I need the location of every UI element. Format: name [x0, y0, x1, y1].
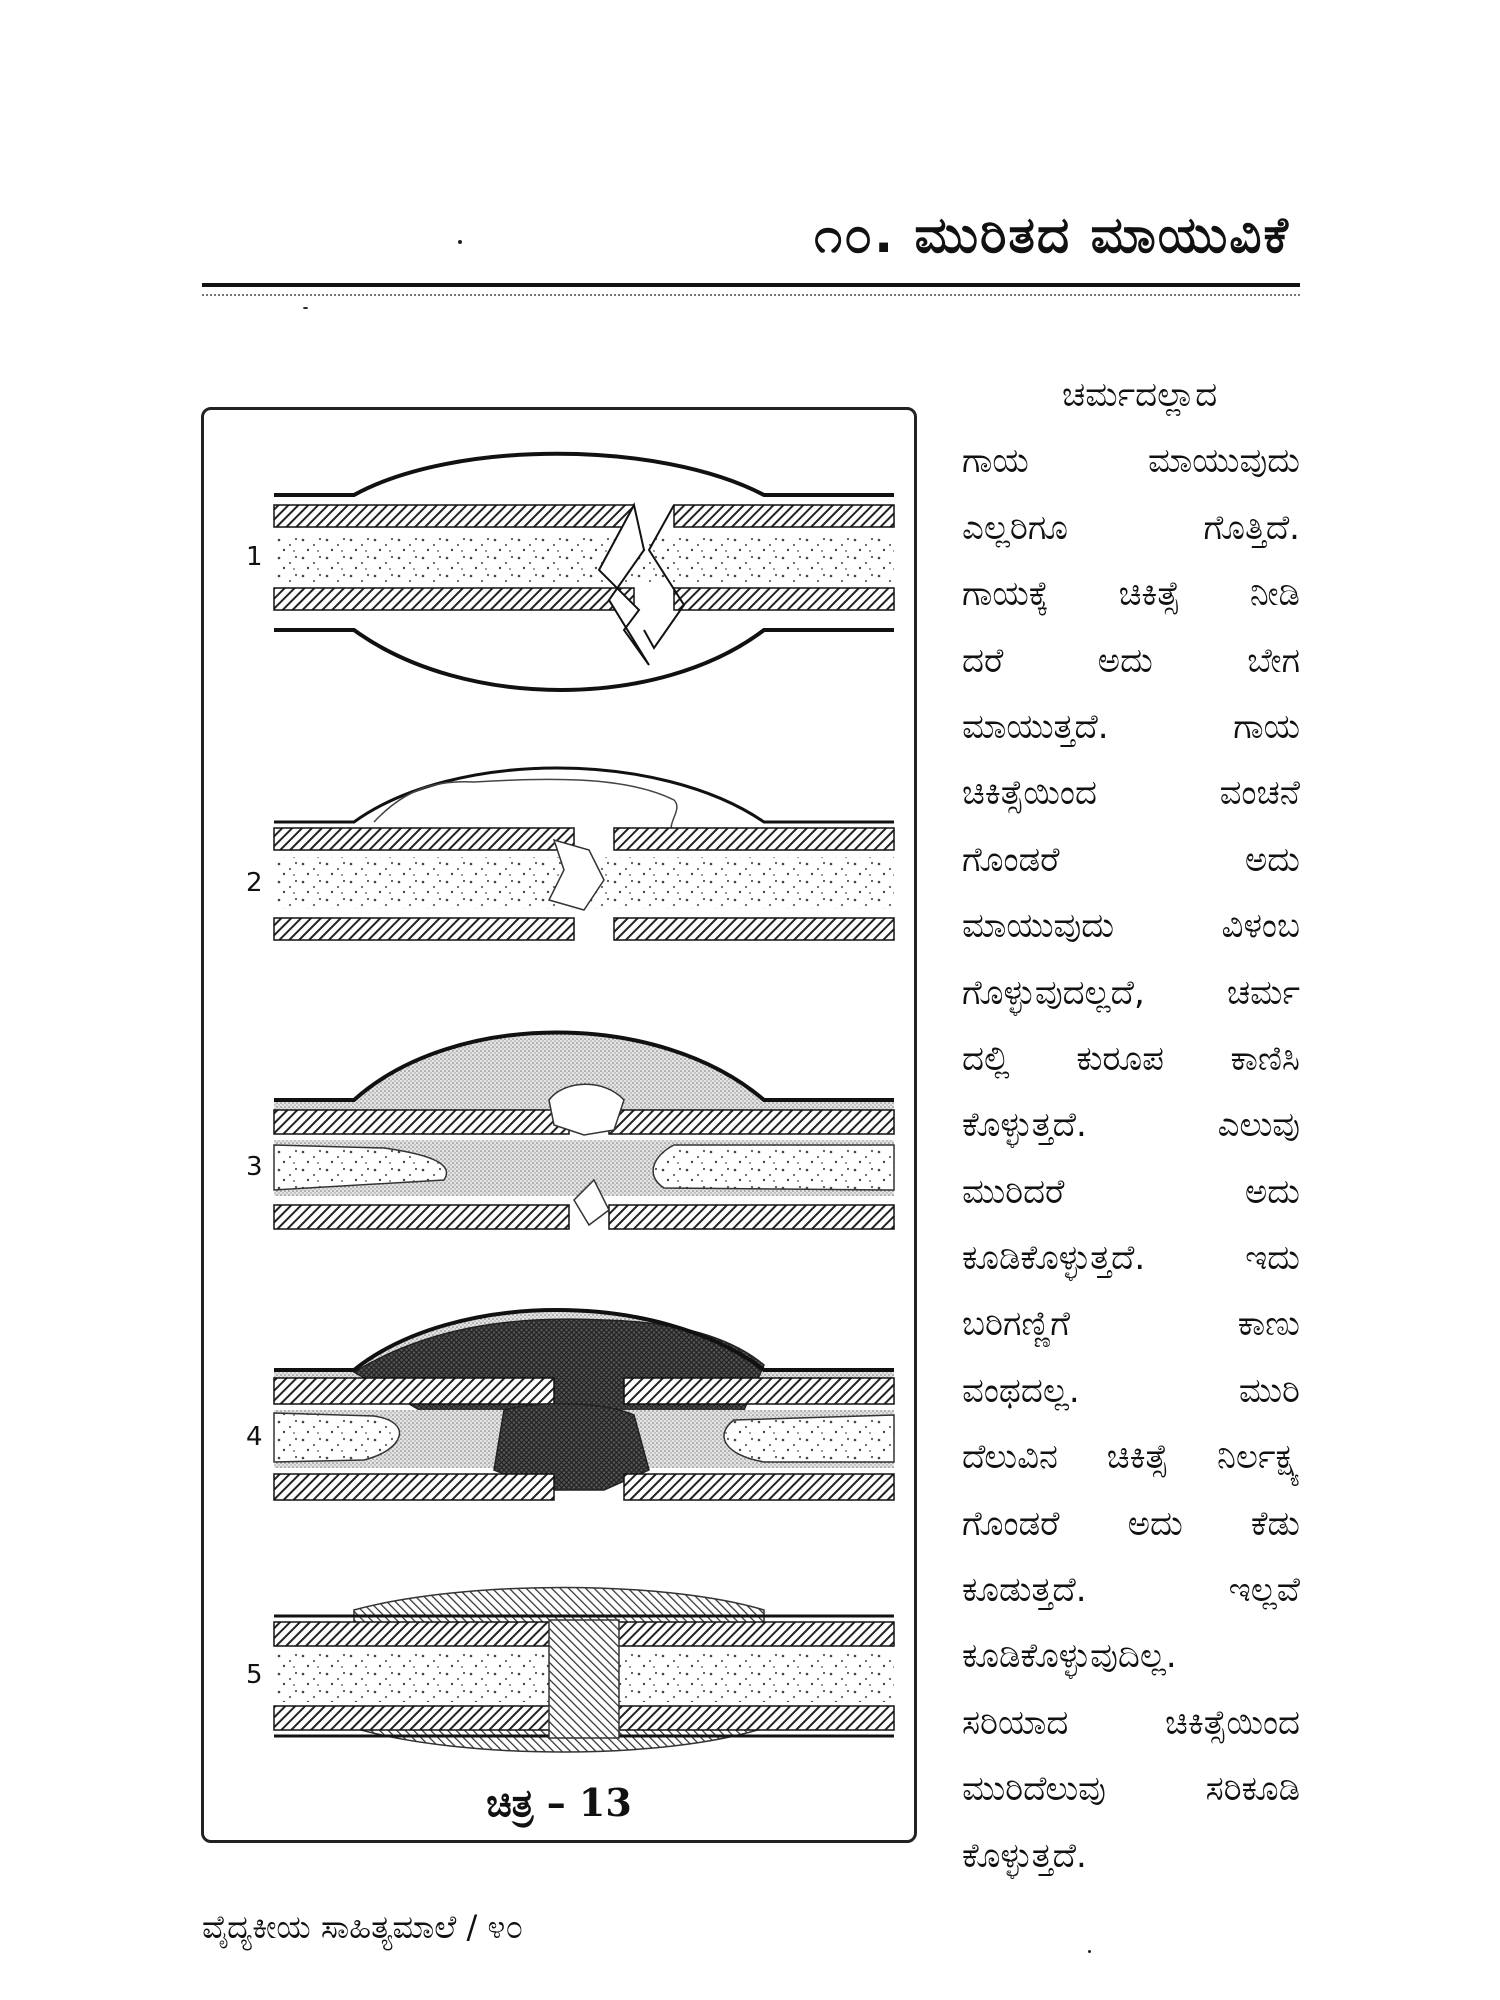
text-line: ಬರಿಗಣ್ಣಿಗೆ ಕಾಣು [962, 1304, 1300, 1345]
text-line: ಗಾಯ ಮಾಯುವುದು [962, 441, 1300, 482]
text-line: ಗೊಳ್ಳುವುದಲ್ಲದೆ, ಚರ್ಮ [962, 972, 1300, 1013]
text-line: ವಂಥದಲ್ಲ. ಮುರಿ [962, 1370, 1300, 1411]
stage-label-2: 2 [246, 868, 263, 898]
text-line: ದೆಲುವಿನ ಚಿಕಿತ್ಸೆ ನಿರ್ಲಕ್ಷ್ಯ [962, 1437, 1300, 1478]
title-rule-dotted [202, 294, 1300, 296]
body-text [962, 362, 1300, 1889]
stage-label-3: 3 [246, 1152, 263, 1182]
text-line: ಕೊಳ್ಳುತ್ತದೆ. [962, 1835, 1087, 1876]
stage-label-1: 1 [246, 542, 263, 572]
text-line: ಚರ್ಮದಲ್ಲಾದ [1062, 375, 1218, 415]
stage-4-diagram [274, 1310, 894, 1500]
text-line: ಮಾಯುವುದು ವಿಳಂಬ [962, 906, 1300, 947]
page-footer: ವೈದ್ಯಕೀಯ ಸಾಹಿತ್ಯಮಾಲೆ / ೪೦ [202, 1908, 524, 1946]
figure-caption: ಚಿತ್ರ – 13 [486, 1780, 632, 1825]
text-line: ಚಿಕಿತ್ಸೆಯಿಂದ ವಂಚನೆ [962, 773, 1300, 814]
title-rule [202, 283, 1300, 287]
stage-1-diagram [274, 454, 894, 690]
text-line: ಸರಿಯಾದ ಚಿಕಿತ್ಸೆಯಿಂದ [962, 1702, 1300, 1743]
text-line: ಕೂಡಿಕೊಳ್ಳುತ್ತದೆ. ಇದು [962, 1238, 1300, 1279]
text-line: ದರೆ ಅದು ಬೇಗ [962, 640, 1300, 681]
print-speck [303, 307, 308, 309]
text-line: ದಲ್ಲಿ ಕುರೂಪ ಕಾಣಿಸಿ [962, 1038, 1300, 1079]
print-speck [458, 240, 462, 244]
text-line: ಗೊಂಡರೆ ಅದು ಕೆಡು [962, 1503, 1300, 1544]
text-line: ಮಾಯುತ್ತದೆ. ಗಾಯ [962, 706, 1300, 747]
text-line: ಮುರಿದರೆ ಅದು [962, 1171, 1300, 1212]
text-line: ಎಲ್ಲರಿಗೂ ಗೊತ್ತಿದೆ. [962, 507, 1300, 548]
fracture-stages-diagram [204, 410, 920, 1846]
text-line: ಕೂಡುತ್ತದೆ. ಇಲ್ಲವೆ [962, 1570, 1300, 1611]
text-line: ಗಾಯಕ್ಕೆ ಚಿಕಿತ್ಸೆ ನೀಡಿ [962, 574, 1300, 615]
stage-3-diagram [274, 1033, 894, 1230]
text-line: ಗೊಂಡರೆ ಅದು [962, 839, 1300, 880]
stage-label-5: 5 [246, 1660, 263, 1690]
stage-label-4: 4 [246, 1422, 263, 1452]
stage-5-diagram [274, 1588, 894, 1753]
fracture-healing-figure [201, 407, 917, 1843]
text-line: ಕೊಳ್ಳುತ್ತದೆ. ಎಲುವು [962, 1105, 1300, 1146]
print-speck [1088, 1950, 1091, 1953]
text-line: ಕೂಡಿಕೊಳ್ಳುವುದಿಲ್ಲ. [962, 1636, 1177, 1677]
stage-2-diagram [274, 768, 894, 940]
text-line: ಮುರಿದೆಲುವು ಸರಿಕೂಡಿ [962, 1769, 1300, 1810]
chapter-title: ೧೦. ಮುರಿತದ ಮಾಯುವಿಕೆ [814, 206, 1290, 264]
